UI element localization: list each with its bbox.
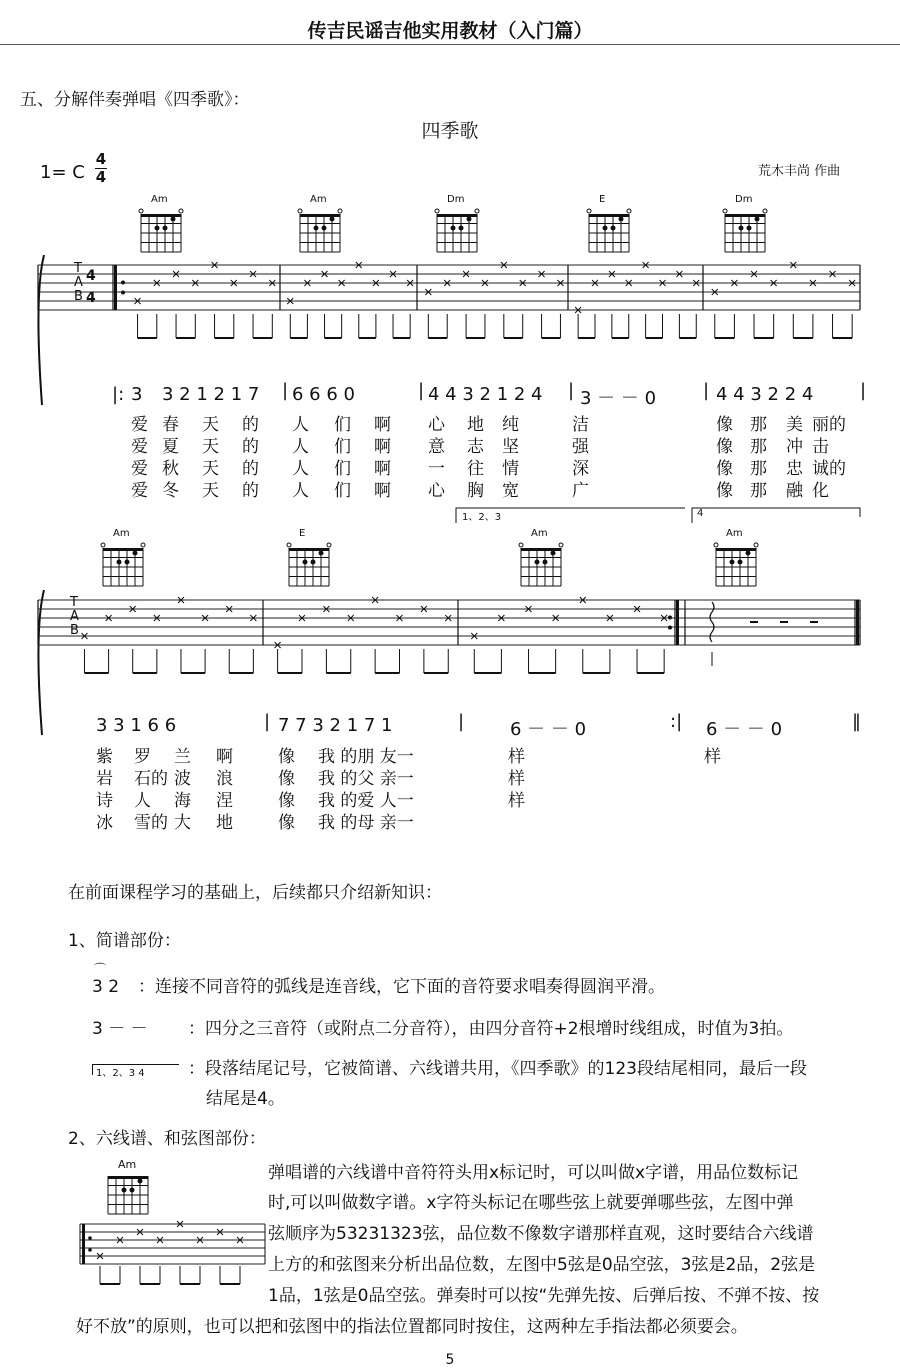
lyric-word: 秋 bbox=[162, 459, 179, 479]
part1-heading: 1、简谱部份： bbox=[68, 931, 181, 951]
system-brace bbox=[38, 590, 44, 735]
item3-text: ：段落结尾记号，它被简谱、六线谱共用，《四季歌》的123段结尾相同，最后一段 bbox=[188, 1059, 807, 1079]
chord-diagram bbox=[721, 208, 771, 254]
chord-name: Am bbox=[726, 528, 743, 539]
repeat-dot bbox=[121, 291, 125, 295]
repeat-dot bbox=[121, 281, 125, 285]
lyric-word: 岩 bbox=[96, 769, 113, 789]
lyric-word: 那 bbox=[750, 415, 767, 435]
lyric-word: 的 bbox=[242, 415, 259, 435]
lyric-word: 像 bbox=[716, 481, 733, 501]
header-rule bbox=[0, 44, 900, 45]
barline: | bbox=[458, 711, 465, 732]
lyric-word: 啊 bbox=[374, 415, 391, 435]
repeat-end: :| bbox=[670, 711, 683, 732]
lyric-word: 人 bbox=[292, 437, 309, 457]
tab-ts-bottom: 4 bbox=[86, 290, 96, 306]
lyric-word: 样 bbox=[508, 769, 525, 789]
jianpu-group: 6 － － 0 bbox=[706, 719, 783, 740]
jianpu-group: 4 4 3 2 2 4 bbox=[716, 384, 814, 405]
volta-first: 1、2、3 bbox=[462, 512, 502, 523]
part2-line-2: 时,可以叫做数字谱。x字符头标记在哪些弦上就要弹哪些弦，左图中弹 bbox=[268, 1193, 794, 1213]
lyric-word: 像 bbox=[716, 415, 733, 435]
lyric-word: 雪的 bbox=[134, 813, 168, 833]
composer: 荒木丰尚 作曲 bbox=[758, 164, 841, 179]
lyric-word: 像 bbox=[278, 769, 295, 789]
barline: | bbox=[418, 380, 425, 401]
lyric-word: 石的 bbox=[134, 769, 168, 789]
lyric-word: 胸 bbox=[467, 481, 484, 501]
lyric-word: 像 bbox=[278, 791, 295, 811]
lyric-word: 像 bbox=[716, 437, 733, 457]
lyric-word: 天 bbox=[202, 481, 219, 501]
lyric-word: 海 bbox=[174, 791, 191, 811]
barline: | bbox=[703, 380, 710, 401]
system-brace bbox=[38, 255, 44, 405]
lyric-word: 罗 bbox=[134, 747, 151, 767]
lyric-word: 那 bbox=[750, 437, 767, 457]
chord-diagram bbox=[137, 208, 187, 254]
tab-ts-top: 4 bbox=[86, 268, 96, 284]
lyric-word: 击 bbox=[812, 437, 829, 457]
chord-diagram bbox=[285, 542, 335, 588]
lyric-word: 强 bbox=[572, 437, 589, 457]
lyric-word: 诚的 bbox=[812, 459, 846, 479]
chord-name: Dm bbox=[447, 194, 465, 205]
lyric-word: 浪 bbox=[216, 769, 233, 789]
chord-name: Am bbox=[113, 528, 130, 539]
lyric-word: 啊 bbox=[374, 459, 391, 479]
jianpu-group: 3 － － 0 bbox=[580, 388, 657, 409]
song-title: 四季歌 bbox=[421, 120, 479, 142]
jianpu-group: 6 6 6 0 bbox=[292, 384, 355, 405]
lyric-word: 爱 bbox=[131, 459, 148, 479]
lyric-word: 像 bbox=[278, 747, 295, 767]
tab-letter-a: A bbox=[74, 275, 83, 290]
item1-symbol: 3 2 bbox=[92, 977, 120, 997]
lyric-word: 啊 bbox=[374, 437, 391, 457]
lyric-word: 美 bbox=[786, 415, 803, 435]
volta-brackets bbox=[455, 505, 865, 525]
example-chord-name: Am bbox=[118, 1158, 137, 1171]
tab-letter-b: B bbox=[74, 289, 83, 304]
tab-letter-a: A bbox=[70, 609, 79, 624]
lyric-word: 天 bbox=[202, 459, 219, 479]
item2-symbol: 3 － － bbox=[92, 1019, 148, 1039]
chord-name: E bbox=[299, 528, 306, 539]
lyric-word: 纯 bbox=[502, 415, 519, 435]
item3-text-cont: 结尾是4。 bbox=[206, 1089, 285, 1109]
key-signature: 1= C bbox=[40, 162, 85, 183]
part2-heading: 2、六线谱、和弦图部份： bbox=[68, 1129, 266, 1149]
lyric-word: 心 bbox=[428, 481, 445, 501]
repeat-dot bbox=[88, 1236, 92, 1240]
lyric-word: 们 bbox=[334, 437, 351, 457]
part2-line-6: 好不放”的原则，也可以把和弦图中的指法位置都同时按住，这两种左手指法都必须要会。 bbox=[76, 1317, 748, 1337]
lyric-word: 像 bbox=[278, 813, 295, 833]
lyric-word: 我 的爱 人一 bbox=[318, 791, 414, 811]
repeat-dot bbox=[668, 626, 672, 630]
chord-diagram bbox=[296, 208, 346, 254]
lyric-word: 冰 bbox=[96, 813, 113, 833]
lyric-word: 心 bbox=[428, 415, 445, 435]
lyric-word: 样 bbox=[508, 747, 525, 767]
lyric-word: 夏 bbox=[162, 437, 179, 457]
lyric-word: 像 bbox=[716, 459, 733, 479]
repeat-bar bbox=[676, 600, 679, 645]
lyric-word: 兰 bbox=[174, 747, 191, 767]
repeat-start: |: bbox=[112, 384, 125, 405]
repeat-dot bbox=[88, 1248, 92, 1252]
tab-clef bbox=[74, 262, 83, 304]
lyric-word: 我 的母 亲一 bbox=[318, 813, 414, 833]
lyric-word: 样 bbox=[704, 747, 721, 767]
barline: | bbox=[282, 380, 289, 401]
lyric-word: 化 bbox=[812, 481, 829, 501]
barline: | bbox=[264, 711, 271, 732]
lyric-word: 春 bbox=[162, 415, 179, 435]
lyric-word: 们 bbox=[334, 415, 351, 435]
jianpu-group: 4 4 3 2 1 2 4 bbox=[428, 384, 543, 405]
ts-top: 4 bbox=[95, 150, 107, 168]
lyric-word: 爱 bbox=[131, 481, 148, 501]
lyric-word: 啊 bbox=[216, 747, 233, 767]
lyric-word: 我 的父 亲一 bbox=[318, 769, 414, 789]
item3-symbol: 1、2、3 4 bbox=[96, 1068, 145, 1079]
example-tab bbox=[70, 1218, 270, 1288]
chord-diagram bbox=[99, 542, 149, 588]
intro-text: 在前面课程学习的基础上，后续都只介绍新知识： bbox=[68, 883, 442, 903]
lyric-word: 天 bbox=[202, 437, 219, 457]
lyric-word: 爱 bbox=[131, 415, 148, 435]
lyric-word: 一 bbox=[428, 459, 445, 479]
lyric-word: 地 bbox=[467, 415, 484, 435]
lyric-word: 洁 bbox=[572, 415, 589, 435]
lyric-word: 的 bbox=[242, 459, 259, 479]
chord-name: Am bbox=[151, 194, 168, 205]
time-signature bbox=[95, 152, 107, 185]
lyric-word: 广 bbox=[572, 481, 589, 501]
tab-letter-b: B bbox=[70, 623, 79, 638]
lyric-word: 意 bbox=[428, 437, 445, 457]
part2-line-4: 上方的和弦图来分析出品位数，左图中5弦是0品空弦，3弦是2品，2弦是 bbox=[268, 1255, 816, 1275]
lyric-word: 往 bbox=[467, 459, 484, 479]
book-title: 传吉民谣吉他实用教材（入门篇） bbox=[307, 20, 593, 42]
lyric-word: 人 bbox=[292, 415, 309, 435]
chord-name: Am bbox=[531, 528, 548, 539]
lyric-word: 紫 bbox=[96, 747, 113, 767]
page-number: 5 bbox=[445, 1352, 455, 1368]
lyric-word: 啊 bbox=[374, 481, 391, 501]
part2-line-1: 弹唱谱的六线谱中音符符头用x标记时，可以叫做x字谱，用品位数标记 bbox=[268, 1163, 799, 1183]
lyric-word: 那 bbox=[750, 481, 767, 501]
jianpu-note: 3 bbox=[131, 384, 143, 405]
tab-clef bbox=[70, 596, 79, 638]
lyric-word: 波 bbox=[174, 769, 191, 789]
repeat-dot bbox=[668, 616, 672, 620]
part2-line-3: 弦顺序为53231323弦，品位数不像数字谱那样直观，这时要结合六线谱 bbox=[268, 1224, 814, 1244]
lyric-word: 宽 bbox=[502, 481, 519, 501]
lyric-word: 我 的朋 友一 bbox=[318, 747, 414, 767]
barline: | bbox=[860, 380, 867, 401]
item1-text: ：连接不同音符的弧线是连音线，它下面的音符要求唱奏得圆润平滑。 bbox=[138, 977, 665, 997]
lyric-word: 深 bbox=[572, 459, 589, 479]
repeat-bar bbox=[114, 265, 117, 310]
lyric-word: 诗 bbox=[96, 791, 113, 811]
jianpu-group: 3 2 1 2 1 7 bbox=[162, 384, 260, 405]
chord-diagram bbox=[585, 208, 635, 254]
tab-letter-t: T bbox=[70, 595, 78, 610]
lyric-word: 的 bbox=[242, 437, 259, 457]
lyric-word: 融 bbox=[786, 481, 803, 501]
lyric-word: 冲 bbox=[786, 437, 803, 457]
section-heading: 五、分解伴奏弹唱《四季歌》： bbox=[20, 90, 250, 110]
lyric-word: 冬 bbox=[162, 481, 179, 501]
lyric-word: 忠 bbox=[786, 459, 803, 479]
lyric-word: 的 bbox=[242, 481, 259, 501]
lyric-word: 人 bbox=[292, 459, 309, 479]
tab-time-signature bbox=[86, 265, 96, 309]
tab-letter-t: T bbox=[74, 261, 82, 276]
lyric-word: 样 bbox=[508, 791, 525, 811]
lyric-word: 那 bbox=[750, 459, 767, 479]
lyric-word: 人 bbox=[292, 481, 309, 501]
example-chord-diagram bbox=[104, 1170, 160, 1218]
chord-name: Am bbox=[310, 194, 327, 205]
part2-line-5: 1品，1弦是0品空弦。弹奏时可以按“先弹先按、后弹后按、不弹不按、按 bbox=[268, 1286, 820, 1306]
tie-symbol: ⌒ bbox=[94, 962, 107, 976]
ts-bottom: 4 bbox=[95, 168, 107, 186]
volta-second: 4 bbox=[697, 508, 704, 519]
lyric-word: 地 bbox=[216, 813, 233, 833]
jianpu-group: 3 3 1 6 6 bbox=[96, 715, 177, 736]
final-barline: ‖ bbox=[852, 711, 861, 732]
repeat-bar bbox=[82, 1224, 85, 1264]
lyric-word: 坚 bbox=[502, 437, 519, 457]
item2-text: ：四分之三音符（或附点二分音符），由四分音符+2根增时线组成，时值为3拍。 bbox=[188, 1019, 794, 1039]
jianpu-group: 6 － － 0 bbox=[510, 719, 587, 740]
lyric-word: 们 bbox=[334, 459, 351, 479]
jianpu-group: 7 7 3 2 1 7 1 bbox=[278, 715, 393, 736]
lyric-word: 爱 bbox=[131, 437, 148, 457]
lyric-word: 天 bbox=[202, 415, 219, 435]
lyric-word: 情 bbox=[502, 459, 519, 479]
barline: | bbox=[568, 380, 575, 401]
lyric-word: 丽的 bbox=[812, 415, 846, 435]
lyric-word: 大 bbox=[174, 813, 191, 833]
chord-name: Dm bbox=[735, 194, 753, 205]
final-bar bbox=[856, 600, 859, 645]
lyric-word: 志 bbox=[467, 437, 484, 457]
lyric-word: 人 bbox=[134, 791, 151, 811]
lyric-word: 们 bbox=[334, 481, 351, 501]
chord-diagram bbox=[517, 542, 567, 588]
lyric-word: 涅 bbox=[216, 791, 233, 811]
chord-diagram bbox=[712, 542, 762, 588]
chord-diagram bbox=[433, 208, 483, 254]
chord-name: E bbox=[599, 194, 606, 205]
